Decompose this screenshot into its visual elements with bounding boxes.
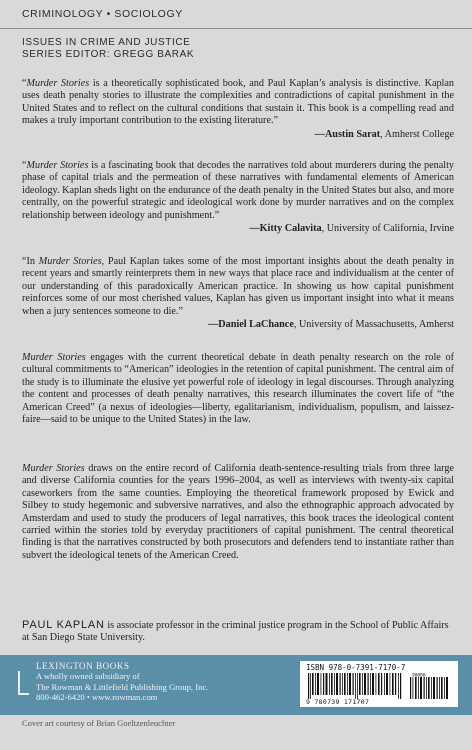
publisher-band — [0, 655, 472, 715]
isbn-label: ISBN 978-0-7391-7170-7 — [306, 663, 406, 672]
endorsement-2: “Murder Stories is a fascinating book that decodes the narratives told about murderers during the penalty phase of capital trials and the permeation of these narratives with fundamental elements of American ideology. Kaplan sheds light on the endurance of the death penalty in the United States but also, and more centrally, on the powerful strategic and ideological work done by murder narratives and on the complex relationship between ideology and punishment.” —Kitty Calavita, University of California, Irvine — [22, 160, 455, 235]
author-bio — [22, 619, 454, 645]
barcode-digits: 9 780739 171707 — [306, 698, 370, 706]
publisher-line-2: The Rowman & Littlefield Publishing Group, Inc. — [36, 681, 209, 692]
description-text: engages with the current theoretical debate in death penalty research on the role of cultural commitments to “American” ideologies in the retention of capital punishment. The central aim of the study is to illuminate the elusive yet powerful role of ideology in legal discourses. Through analyzing the content and processes of death penalty narratives, this research illuminates the covert life of “the American Creed” (a nexus of ideologies—liberty, egalitarianism, individualism, populism, and laissez-faire—said to be unique to the United States) in the law. — [22, 352, 454, 426]
endorser-affiliation: , University of California, Irvine — [321, 223, 454, 235]
series-editor: SERIES EDITOR: GREGG BARAK — [22, 49, 195, 60]
isbn-barcode — [300, 661, 458, 707]
endorser-name: —Austin Sarat — [314, 128, 381, 140]
endorser-name: —Kitty Calavita — [249, 223, 322, 235]
endorsement-1: “Murder Stories is a theoretically sophisticated book, and Paul Kaplan’s analysis is distinctive. Kaplan uses death penalty stories to illustrate the complexities and contradictions of capital punishment in the United States and to reflect on the cultural conditions that sustain it. This book is a compelling read and makes a truly important contribution to the existing literature.” —Austin Sarat, Amherst College — [22, 78, 455, 140]
publisher-name: LEXINGTON BOOKS — [36, 661, 130, 671]
endorsement-attribution — [22, 129, 454, 141]
publisher-contact: 800-462-6420 • www.rowman.com — [36, 692, 158, 703]
endorsement-attribution — [22, 223, 454, 235]
book-title: Murder Stories — [38, 256, 102, 267]
barcode-bars-icon — [306, 673, 452, 699]
endorser-affiliation: , University of Massachusetts, Amherst — [293, 319, 454, 331]
endorsement-text: , Paul Kaplan takes some of the most important insights about the death penalty in recent years and smartly reinterprets them in new ways that place race and individualism at the center of our understanding of this paradoxically American practice. In showing us how capital punishment reinforces some of our most cherished values, Kaplan has given us important insight into what it means when a jury sentences someone to die.” — [22, 256, 455, 317]
series-info — [22, 37, 194, 61]
publisher-info — [36, 661, 208, 703]
endorsement-text: is a fascinating book that decodes the narratives told about murderers during the penalty phase of capital trials and the permeation of these narratives with fundamental elements of American ideology. Kaplan sheds light on the endurance of the death penalty in the United States but also, and more centrally, on the powerful strategic and ideological work done by murder narratives and on the complex relationship between ideology and punishment.” — [22, 160, 455, 221]
author-name: PAUL KAPLAN — [22, 619, 105, 631]
top-divider — [0, 28, 472, 29]
description-paragraph-2 — [22, 463, 454, 562]
category-label: CRIMINOLOGY • SOCIOLOGY — [22, 8, 183, 20]
barcode-addon: 90000 — [412, 673, 426, 679]
endorsement-attribution — [22, 319, 454, 331]
series-title: ISSUES IN CRIME AND JUSTICE — [22, 37, 191, 48]
description-text: draws on the entire record of California death-sentence-resulting trials from three large and diverse California counties for the years 1996–2004, as well as interviews with twenty-six capital caseworkers from the same counties. Employing the theoretical framework proposed by Ewick and Silbey to study hegemonic and subversive narratives, and also the ethnographic approach advocated by Amsterdam and used to study the producers of legal narratives, this book traces the ideological content carried within the stories told by everyday practitioners of capital punishment. The central theoretical finding is that the narratives constructed by both prosecutors and defenders tend to instantiate rather than subvert the ideological tenets of the American Creed. — [22, 463, 454, 561]
lexington-logo-icon — [18, 671, 29, 695]
description-paragraph-1 — [22, 352, 454, 426]
publisher-line-1: A wholly owned subsidiary of — [36, 671, 140, 682]
book-title: Murder Stories — [22, 463, 85, 474]
book-title: Murder Stories — [22, 352, 86, 363]
endorser-name: —Daniel LaChance — [208, 319, 294, 331]
endorser-affiliation: , Amherst College — [380, 128, 454, 140]
endorsement-text: is a theoretically sophisticated book, and Paul Kaplan’s analysis is distinctive. Kaplan uses death penalty stories to illustrate the complexities and contradictions of capital punishment in the United States and to reflect on the cultural conditions that sustain it. This book is a compelling read and makes a truly important contribution to the existing literature.” — [22, 78, 455, 127]
book-title: Murder Stories — [26, 160, 89, 171]
cover-art-credit: Cover art courtesy of Brian Goeltzenleuchter — [22, 718, 176, 728]
endorsement-prefix: “In — [22, 256, 39, 267]
book-title: Murder Stories — [26, 78, 90, 89]
endorsement-3 — [22, 256, 454, 331]
author-bio-text: is associate professor in the criminal justice program in the School of Public Affairs at San Diego State University. — [22, 620, 449, 644]
